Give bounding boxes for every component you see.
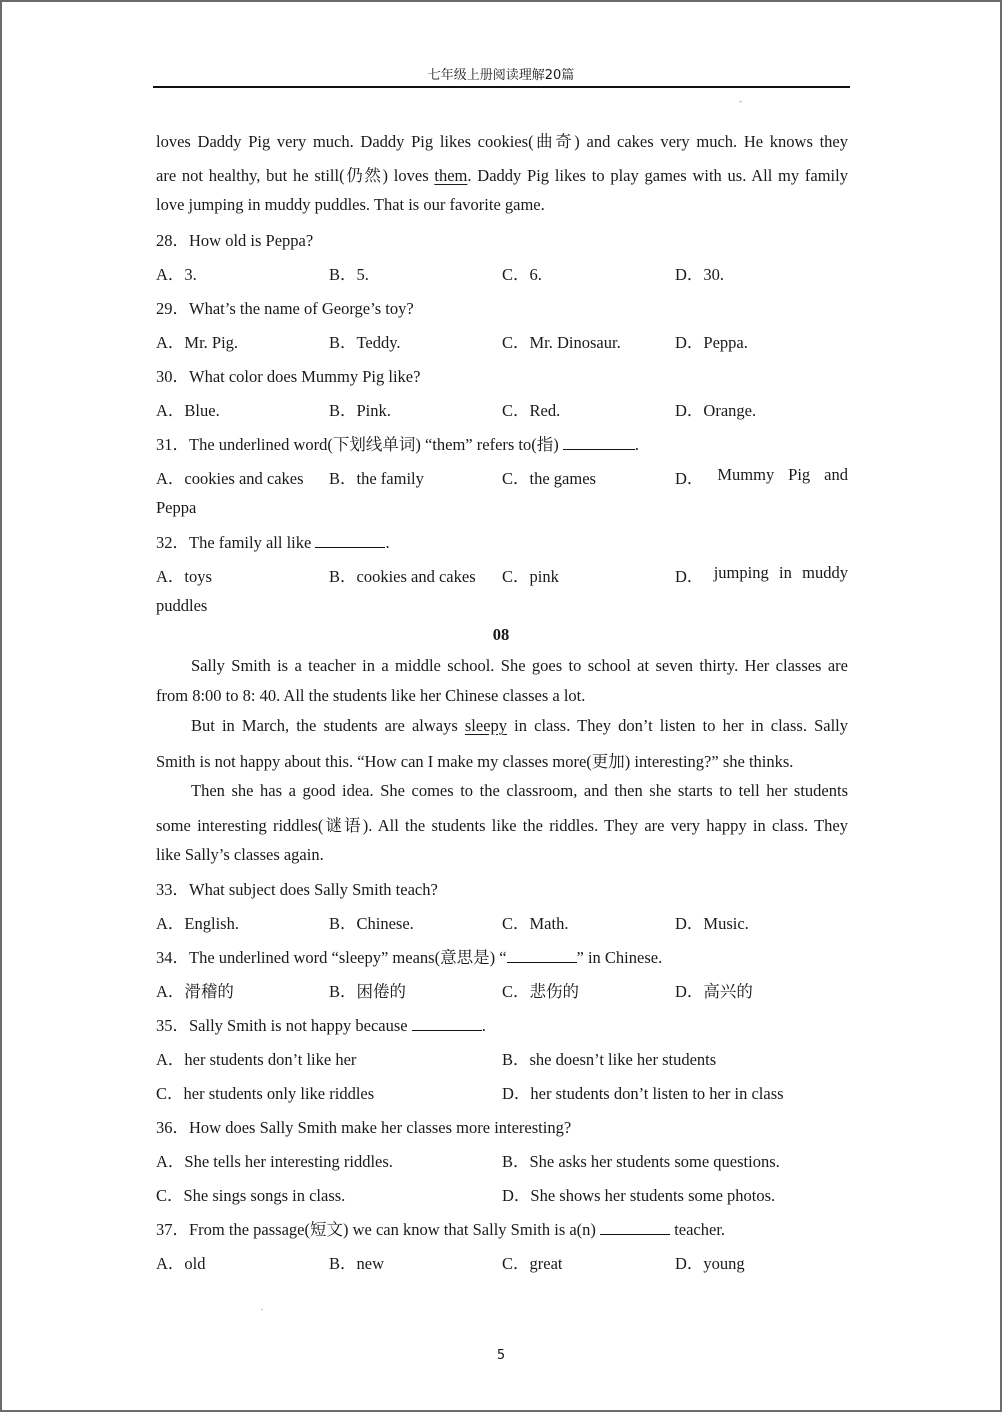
option-b: B．new	[329, 1254, 384, 1273]
option-b: B．She asks her students some questions.	[502, 1152, 780, 1171]
option-a: A．Blue.	[156, 401, 220, 420]
option-b: B．cookies and cakes	[329, 567, 476, 586]
option-d: D．her students don’t listen to her in class	[502, 1084, 784, 1103]
option-c: C．her students only like riddles	[156, 1084, 375, 1103]
option-c: C．Mr. Dinosaur.	[502, 333, 621, 352]
question-30-stem: 30．What color does Mummy Pig like?	[156, 367, 421, 386]
option-a: A．3.	[156, 265, 197, 284]
page-header-title: 七年级上册阅读理解20篇	[427, 68, 575, 83]
passage-line: Smith is not happy about this. “How can I make my classes more(更加) interesting?” she thinks.	[156, 752, 794, 771]
underlined-word: sleepy	[464, 716, 508, 735]
passage-line: like Sally’s classes again.	[156, 845, 324, 864]
question-32-stem: 32．The family all like .	[156, 533, 390, 552]
option-b: B．5.	[329, 265, 369, 284]
option-d: D．Peppa.	[675, 333, 748, 352]
option-d: D．She shows her students some photos.	[502, 1186, 776, 1205]
passage-line: some interesting riddles(谜语). All the students like the riddles. They are very happy in class. They	[156, 816, 848, 835]
answer-blank	[563, 448, 635, 450]
question-29-stem: 29．What’s the name of George’s toy?	[156, 299, 414, 318]
option-a: A．her students don’t like her	[156, 1050, 357, 1069]
option-b: B．Pink.	[329, 401, 391, 420]
option-a: A．cookies and cakes	[156, 469, 304, 488]
option-d: D． jumping in muddy	[675, 563, 848, 586]
option-a: A．toys	[156, 567, 212, 586]
option-c: C．the games	[502, 469, 596, 488]
passage-line: are not healthy, but he still(仍然) loves them. Daddy Pig likes to play games with us. All my family	[156, 166, 848, 185]
answer-blank	[315, 546, 385, 548]
question-31-stem: 31．The underlined word(下划线单词) “them” refers to(指) .	[156, 435, 640, 454]
option-a: A．滑稽的	[156, 982, 234, 1001]
option-b: B．the family	[329, 469, 424, 488]
option-c: C．She sings songs in class.	[156, 1186, 346, 1205]
option-b: B．Chinese.	[329, 914, 414, 933]
option-c: C．Red.	[502, 401, 561, 420]
option-b: B．Teddy.	[329, 333, 401, 352]
option-d: D．高兴的	[675, 982, 753, 1001]
answer-blank	[600, 1233, 670, 1235]
option-d: D．young	[675, 1254, 745, 1273]
option-c: C．pink	[502, 567, 559, 586]
option-d: D．Music.	[675, 914, 749, 933]
option-a: A．old	[156, 1254, 206, 1273]
question-28-stem: 28．How old is Peppa?	[156, 231, 314, 250]
option-d-continued: Peppa	[156, 498, 197, 517]
passage-line: love jumping in muddy puddles. That is our favorite game.	[156, 195, 545, 214]
option-b: B．困倦的	[329, 982, 407, 1001]
speck-mark: .	[261, 1302, 264, 1312]
passage-line: from 8:00 to 8: 40. All the students like her Chinese classes a lot.	[156, 686, 586, 705]
question-37-stem: 37．From the passage(短文) we can know that Sally Smith is a(n) teacher.	[156, 1220, 726, 1239]
option-c: C．great	[502, 1254, 563, 1273]
option-d-continued: puddles	[156, 596, 208, 615]
option-a: A．Mr. Pig.	[156, 333, 239, 352]
section-title: 08	[492, 625, 510, 644]
passage-line: But in March, the students are always sleepy in class. They don’t listen to her in class. Sally	[191, 716, 848, 735]
passage-line: Sally Smith is a teacher in a middle school. She goes to school at seven thirty. Her classes are	[191, 656, 848, 675]
question-34-stem: 34．The underlined word “sleepy” means(意思是) “ ” in Chinese.	[156, 948, 663, 967]
speck-mark: -	[739, 96, 742, 106]
option-d: D． Mummy Pig and	[675, 465, 848, 488]
page-number: 5	[496, 1348, 506, 1363]
passage-line: Then she has a good idea. She comes to the classroom, and then she starts to tell her students	[191, 781, 848, 800]
option-a: A．She tells her interesting riddles.	[156, 1152, 393, 1171]
passage-line: loves Daddy Pig very much. Daddy Pig likes cookies(曲奇) and cakes very much. He knows they	[156, 132, 848, 151]
option-c: C．6.	[502, 265, 542, 284]
answer-blank	[507, 961, 577, 963]
option-d: D．Orange.	[675, 401, 757, 420]
option-d: D．30.	[675, 265, 725, 284]
option-a: A．English.	[156, 914, 239, 933]
question-36-stem: 36．How does Sally Smith make her classes more interesting?	[156, 1118, 572, 1137]
underlined-word: them	[434, 166, 468, 185]
answer-blank	[412, 1029, 482, 1031]
option-c: C．Math.	[502, 914, 569, 933]
option-c: C．悲伤的	[502, 982, 580, 1001]
header-rule	[153, 86, 850, 88]
question-35-stem: 35．Sally Smith is not happy because .	[156, 1016, 486, 1035]
question-33-stem: 33．What subject does Sally Smith teach?	[156, 880, 438, 899]
option-b: B．she doesn’t like her students	[502, 1050, 717, 1069]
